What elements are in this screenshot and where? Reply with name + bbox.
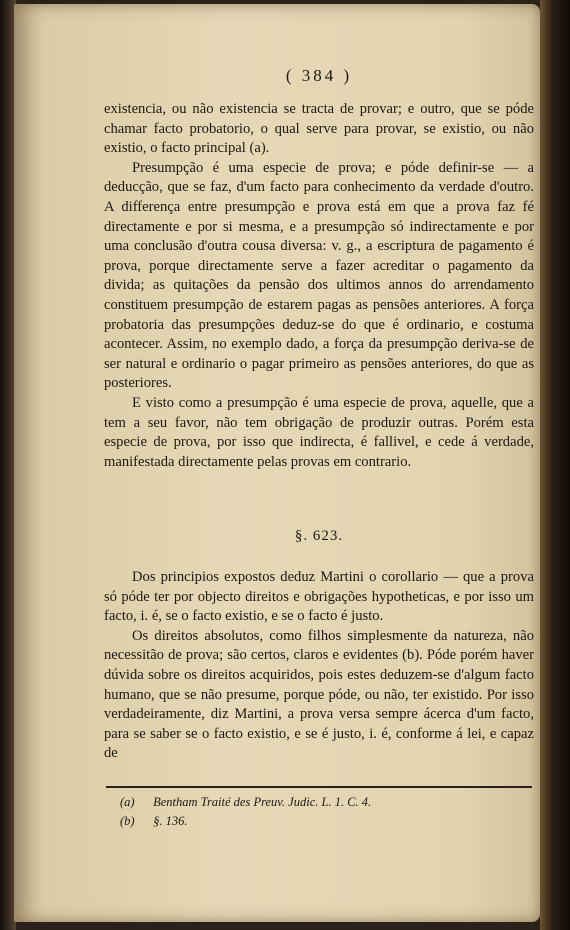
page-number: ( 384 ) <box>285 66 353 85</box>
text-block-bottom <box>104 568 534 764</box>
footnote <box>120 812 520 831</box>
footnote <box>120 793 520 812</box>
paragraph: Dos principios expostos deduz Martini o corollario — que a prova só póde ter por objecto direitos e obrigações hypotheticas, e por isso um facto, i. é, se o facto existio, e se o facto é justo. <box>104 569 534 625</box>
footnote-mark: (b) <box>120 814 135 828</box>
footnote-text: §. 136. <box>153 814 188 828</box>
footnote-rule <box>106 786 532 788</box>
paragraph: Presumpção é uma especie de prova; e póde definir-se — a deducção, que se faz, d'um facto para conhecimento da verdade d'outro. A differença entre presumpção e prova está em que a prova faz fé directamente e por si mesma, e a presumpção só indirectamente e por uma conclusão d'outra cousa diversa: v. g., a escriptura de pagamento é prova, porque directamente serve a fazer acreditar o pagamento da divida; as quitações da pensão dos ultimos annos do arrendamento constituem presumpção de estarem pagas as pensões anteriores. A força probatoria das presumpções deduz-se do que é ordinario, e costuma acontecer. Assim, no exemplo dado, a força da presumpção deriva-se de ser natural e ordinario o pagar primeiro as pensões anteriores, do que as posteriores. <box>104 159 534 392</box>
footnote-mark: (a) <box>120 795 135 809</box>
text-block-top <box>104 100 534 472</box>
section-heading: §. 623. <box>294 528 344 544</box>
paragraph: E visto como a presumpção é uma especie de prova, aquelle, que a tem a seu favor, não tem obrigação de produzir outras. Porém esta especie de prova, por isso que indirecta, é fallivel, e cede á verdade, manifestada directamente pelas provas em contrario. <box>104 394 534 470</box>
paragraph: existencia, ou não existencia se tracta de provar; e outro, que se póde chamar facto probatorio, o qual serve para provar, se existio, ou não existio, o facto principal (a). <box>104 101 534 157</box>
paragraph: Os direitos absolutos, como filhos simplesmente da natureza, não necessitão de prova; são certos, claros e evidentes (b). Póde porém haver dúvida sobre os direitos acquiridos, pois estes deduzem-se d'algum facto humano, que se não presume, porque póde, ou não, ter existido. Por isso verdadeiramente, diz Martini, a prova versa sempre ácerca d'um facto, para se saber se o facto existio, e se é justo, i. é, conforme á lei, e capaz de <box>104 627 534 762</box>
footnote-text: Bentham Traité des Preuv. Judic. L. 1. C. 4. <box>153 795 372 809</box>
page-edge-shadow <box>540 0 570 930</box>
footnotes <box>120 793 520 831</box>
